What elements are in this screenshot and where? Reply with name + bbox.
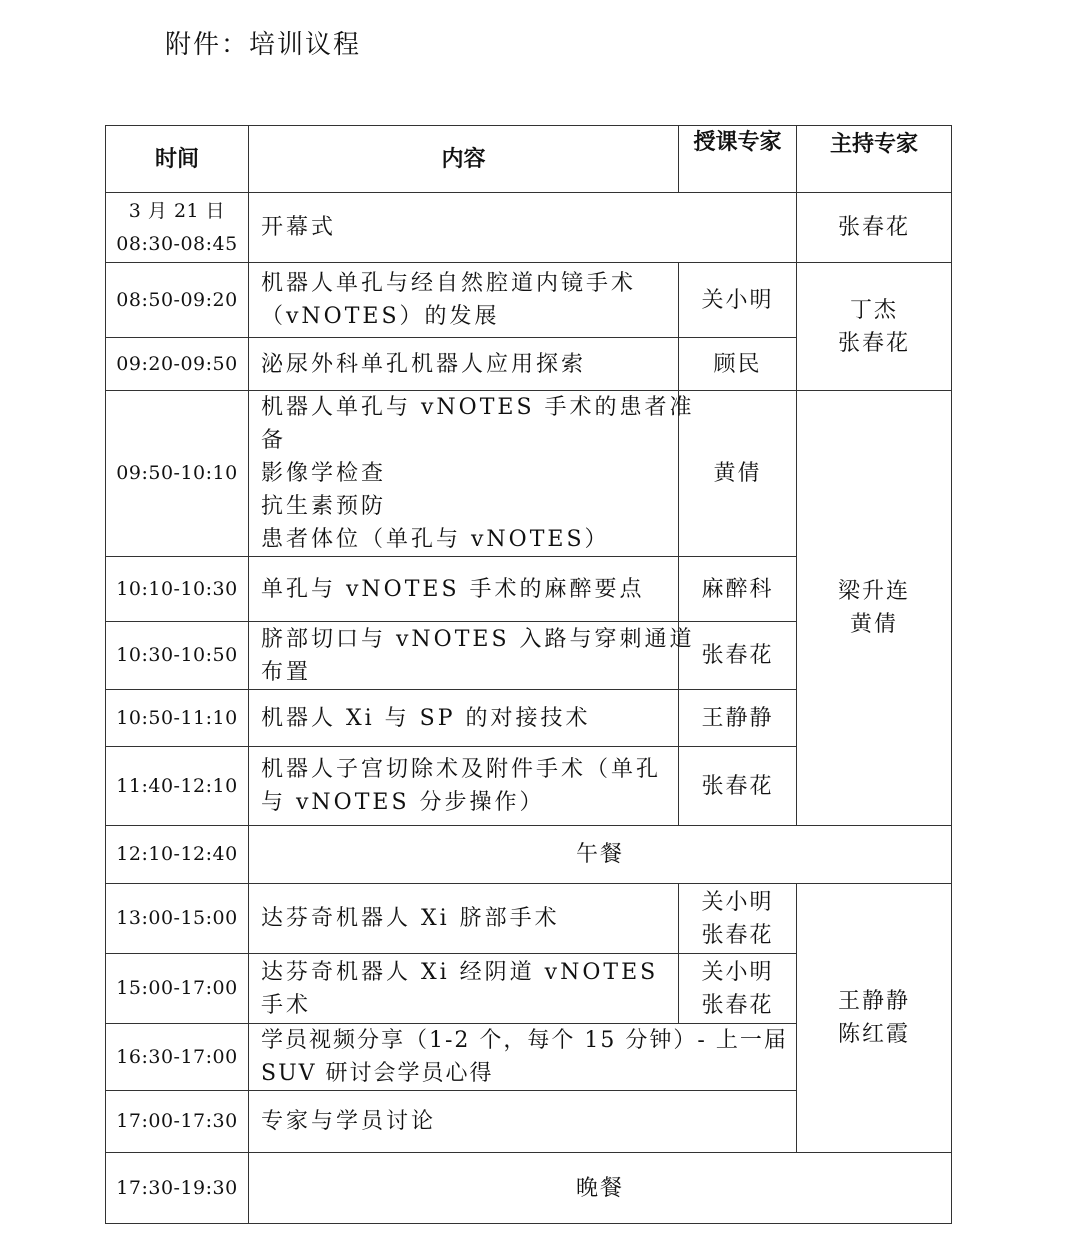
attachment-title: 附件：培训议程 bbox=[165, 30, 362, 60]
content-line: 抗生素预防 bbox=[261, 494, 387, 519]
content-cell bbox=[249, 622, 695, 690]
content-cell: 机器人 Xi 与 SP 的对接技术 bbox=[249, 690, 679, 747]
meal-cell: 午餐 bbox=[249, 826, 952, 884]
content-cell bbox=[249, 391, 695, 557]
date-text: 3 月 21 日 bbox=[128, 199, 226, 222]
content-line: 患者体位（单孔与 vNOTES） bbox=[261, 527, 610, 552]
table-row bbox=[106, 193, 952, 263]
time-cell: 09:20-09:50 bbox=[106, 338, 249, 391]
lecturer-cell: 张春花 bbox=[679, 622, 797, 690]
content-line: 影像学检查 bbox=[261, 461, 387, 486]
content-cell: 达芬奇机器人 Xi 脐部手术 bbox=[249, 884, 679, 954]
content-line: 机器人单孔与经自然腔道内镜手术 bbox=[261, 271, 637, 296]
host-cell: 张春花 bbox=[797, 193, 952, 263]
lecturer-cell: 张春花 bbox=[679, 747, 797, 826]
time-cell bbox=[106, 193, 249, 263]
agenda-table bbox=[105, 125, 952, 1224]
time-cell: 10:10-10:30 bbox=[106, 557, 249, 622]
host-name: 张春花 bbox=[837, 330, 910, 356]
content-line: 机器人子宫切除术及附件手术（单孔 bbox=[261, 757, 662, 782]
lecturer-name: 关小明 bbox=[701, 959, 774, 985]
lecturer-name: 关小明 bbox=[701, 889, 774, 915]
content-cell: 开幕式 bbox=[249, 193, 797, 263]
time-text: 08:30-08:45 bbox=[116, 232, 238, 255]
meal-cell: 晚餐 bbox=[249, 1153, 952, 1224]
host-name: 王静静 bbox=[837, 989, 910, 1014]
time-cell: 11:40-12:10 bbox=[106, 747, 249, 826]
host-cell bbox=[797, 391, 952, 826]
time-cell: 09:50-10:10 bbox=[106, 391, 249, 557]
time-cell: 12:10-12:40 bbox=[106, 826, 249, 884]
lecturer-cell bbox=[679, 884, 797, 954]
content-cell bbox=[249, 263, 679, 338]
header-row bbox=[106, 126, 952, 193]
time-cell: 17:30-19:30 bbox=[106, 1153, 249, 1224]
content-cell: 单孔与 vNOTES 手术的麻醉要点 bbox=[249, 557, 679, 622]
table-row bbox=[106, 884, 952, 954]
host-name: 陈红霞 bbox=[837, 1022, 910, 1047]
table-row bbox=[106, 391, 952, 557]
content-cell bbox=[249, 1024, 797, 1091]
time-cell: 10:30-10:50 bbox=[106, 622, 249, 690]
host-name: 黄倩 bbox=[849, 612, 898, 637]
content-line: 学员视频分享（1-2 个，每个 15 分钟）- 上一届 bbox=[261, 1028, 788, 1053]
content-line: SUV 研讨会学员心得 bbox=[261, 1061, 494, 1086]
lecturer-name: 张春花 bbox=[701, 922, 774, 948]
time-cell: 16:30-17:00 bbox=[106, 1024, 249, 1091]
host-name: 梁升连 bbox=[837, 579, 910, 604]
table-row bbox=[106, 1153, 952, 1224]
time-cell: 10:50-11:10 bbox=[106, 690, 249, 747]
content-line: 布置 bbox=[261, 659, 312, 685]
time-cell: 08:50-09:20 bbox=[106, 263, 249, 338]
lecturer-cell: 顾民 bbox=[679, 338, 797, 391]
header-time: 时间 bbox=[106, 126, 249, 193]
header-content: 内容 bbox=[249, 126, 679, 193]
header-host: 主持专家 bbox=[797, 126, 952, 193]
lecturer-cell: 王静静 bbox=[679, 690, 797, 747]
content-cell: 泌尿外科单孔机器人应用探索 bbox=[249, 338, 679, 391]
content-line: 机器人单孔与 vNOTES 手术的患者准 bbox=[261, 395, 695, 420]
host-name: 丁杰 bbox=[849, 297, 898, 323]
lecturer-cell: 麻醉科 bbox=[679, 557, 797, 622]
lecturer-cell: 关小明 bbox=[679, 263, 797, 338]
table-row bbox=[106, 263, 952, 338]
lecturer-name: 张春花 bbox=[701, 992, 774, 1018]
time-cell: 13:00-15:00 bbox=[106, 884, 249, 954]
time-cell: 17:00-17:30 bbox=[106, 1091, 249, 1153]
content-cell: 达芬奇机器人 Xi 经阴道 vNOTES 手术 bbox=[249, 954, 679, 1024]
lecturer-cell: 黄倩 bbox=[679, 391, 797, 557]
host-cell bbox=[797, 884, 952, 1153]
time-cell: 15:00-17:00 bbox=[106, 954, 249, 1024]
header-lecturer: 授课专家 bbox=[679, 126, 797, 193]
content-cell bbox=[249, 747, 679, 826]
content-line: 脐部切口与 vNOTES 入路与穿刺通道 bbox=[261, 626, 695, 652]
content-cell: 专家与学员讨论 bbox=[249, 1091, 797, 1153]
lecturer-cell bbox=[679, 954, 797, 1024]
host-cell bbox=[797, 263, 952, 391]
content-line: 与 vNOTES 分步操作） bbox=[261, 790, 545, 815]
table-row bbox=[106, 826, 952, 884]
content-line: （vNOTES）的发展 bbox=[261, 304, 500, 329]
content-line: 备 bbox=[261, 428, 287, 453]
